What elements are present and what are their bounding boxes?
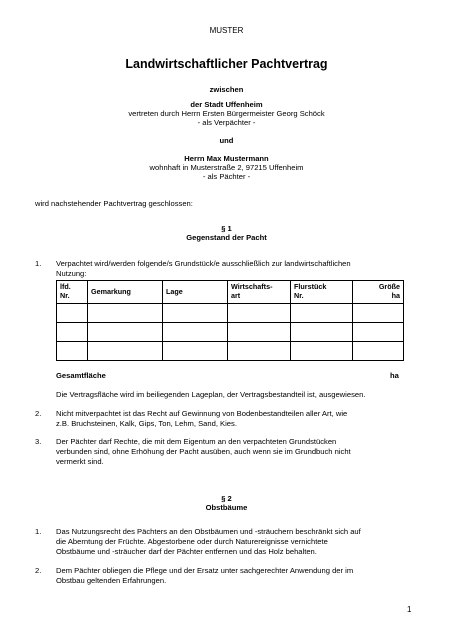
- table-header-lfd-nr: lfd. Nr.: [57, 281, 88, 304]
- section-1-item-2-number: 2.: [35, 409, 42, 418]
- lessee-address: wohnhaft in Musterstraße 2, 97215 Uffenheim: [149, 163, 304, 172]
- und-label: und: [219, 136, 234, 145]
- section-1-item-3-text: [56, 437, 413, 468]
- section-1-item-3-line-2: verbunden sind, ohne Erhöhung der Pacht ausüben, auch wenn sie im Grundbuch nicht: [56, 447, 351, 457]
- section-2-item-1-number: 1.: [35, 527, 42, 536]
- section-2-item-1-line-1: Das Nutzungsrecht des Pächters an den Obstbäumen und -sträuchern beschränkt sich auf: [56, 527, 361, 536]
- section-2-item-2-line-1: Dem Pächter obliegen die Pflege und der Ersatz unter sachgerechter Anwendung der im: [56, 566, 354, 575]
- section-1-item-1-text: [56, 259, 413, 279]
- table-header-wirtschaftsart: Wirtschafts- art: [228, 281, 291, 304]
- section-1-item-2-line-2: z.B. Bruchsteinen, Kalk, Gips, Ton, Lehm, Sand, Kies.: [56, 419, 237, 429]
- section-1-item-2-text: [56, 409, 413, 429]
- table-header-flurstueck-nr: Flurstück Nr.: [291, 281, 353, 304]
- total-area-label: Gesamtfläche: [56, 371, 106, 380]
- section-1-item-3-line-3: vermerkt sind.: [56, 457, 104, 467]
- table-row: [57, 304, 404, 323]
- section-2-item-1-line-3: Obstbäume und -sträucher darf der Pächter entfernen und das Holz behalten.: [56, 547, 317, 557]
- section-2-heading: Obstbäume: [205, 503, 248, 512]
- lessee-name: Herrn Max Mustermann: [184, 154, 269, 163]
- section-1-item-1-number: 1.: [35, 259, 42, 268]
- section-1-item-1-line-1: Verpachtet wird/werden folgende/s Grundstück/e ausschließlich zur landwirtschaftlichen: [56, 259, 351, 268]
- section-2-item-1-text: [56, 527, 413, 558]
- page-number: 1: [407, 605, 412, 614]
- section-1-item-3-line-1: Der Pächter darf Rechte, die mit dem Eigentum an den verpachteten Grundstücken: [56, 437, 337, 446]
- section-1-item-2-line-1: Nicht mitverpachtet ist das Recht auf Gewinnung von Bodenbestandteilen aller Art, wie: [56, 409, 348, 418]
- table-header-gemarkung: Gemarkung: [88, 281, 163, 304]
- lessor-name: der Stadt Uffenheim: [190, 100, 263, 109]
- section-2-item-2-text: [56, 566, 413, 586]
- total-area-unit: ha: [390, 371, 399, 380]
- muster-label: MUSTER: [209, 26, 244, 35]
- zwischen-label: zwischen: [209, 85, 244, 94]
- section-2-item-2-line-2: Obstbau geltenden Erfahrungen.: [56, 576, 167, 586]
- section-2-item-2-number: 2.: [35, 566, 42, 575]
- section-2-number: § 2: [221, 494, 232, 503]
- parcel-table: [56, 280, 404, 361]
- table-row: [57, 323, 404, 342]
- lessor-representative: vertreten durch Herrn Ersten Bürgermeister Georg Schöck: [128, 109, 325, 118]
- table-header-groesse: Größe ha: [353, 281, 404, 304]
- section-2-item-1-line-2: die Aberntung der Früchte. Abgestorbene oder durch Naturereignisse vernichtete: [56, 537, 328, 547]
- section-1-item-3-number: 3.: [35, 437, 42, 446]
- intro-text: wird nachstehender Pachtvertrag geschlossen:: [35, 199, 193, 208]
- section-1-number: § 1: [221, 224, 232, 233]
- document-title: Landwirtschaftlicher Pachtvertrag: [125, 57, 328, 71]
- lessee-role: - als Pächter -: [202, 172, 251, 181]
- lessor-role: - als Verpächter -: [197, 118, 256, 127]
- section-1-heading: Gegenstand der Pacht: [186, 233, 267, 242]
- table-row: [57, 342, 404, 361]
- plan-note: Die Vertragsfläche wird im beiliegenden Lageplan, der Vertragsbestandteil ist, ausgewiesen.: [56, 390, 366, 399]
- table-header-row: [57, 281, 404, 304]
- table-header-lage: Lage: [163, 281, 228, 304]
- section-1-item-1-line-2: Nutzung:: [56, 269, 87, 279]
